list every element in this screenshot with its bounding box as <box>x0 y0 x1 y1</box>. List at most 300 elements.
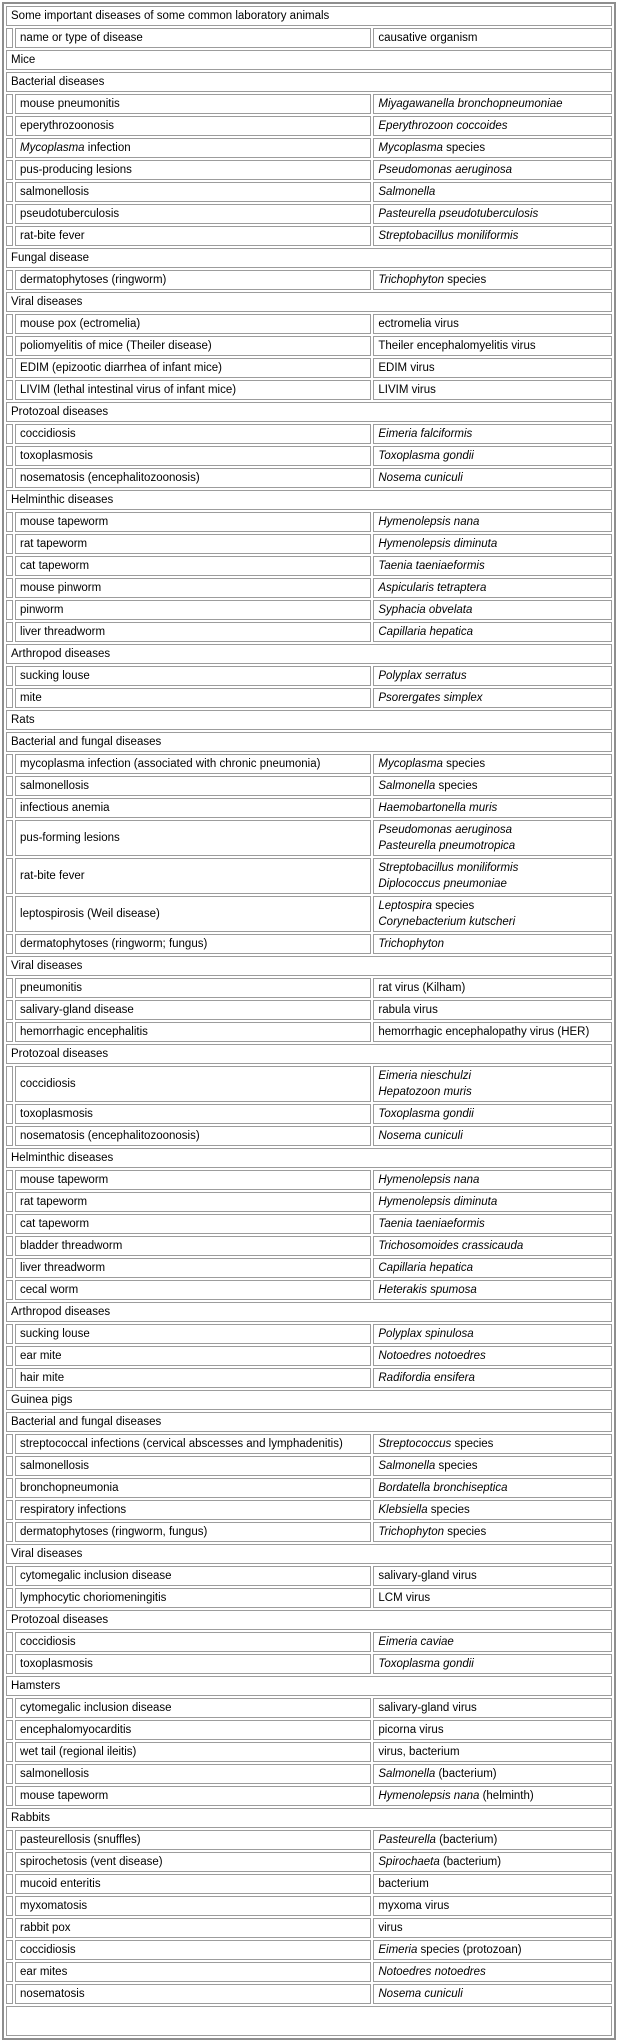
disease-row <box>6 1236 612 1256</box>
causative-organism-cell <box>373 1434 612 1454</box>
disease-name-cell: toxoplasmosis <box>15 1104 371 1124</box>
section-label: Hamsters <box>6 1676 612 1696</box>
disease-row <box>6 754 612 774</box>
indent-cell <box>6 1654 13 1674</box>
organism-line: Salmonella (bacterium) <box>378 1768 497 1780</box>
causative-organism-cell <box>373 94 612 114</box>
indent-cell <box>6 1786 13 1806</box>
disease-name-cell: cytomegalic inclusion disease <box>15 1566 371 1586</box>
organism-line: Heterakis spumosa <box>378 1284 477 1296</box>
disease-row <box>6 1258 612 1278</box>
organism-line: Bordatella bronchiseptica <box>378 1482 508 1494</box>
indent-cell <box>6 666 13 686</box>
disease-name-cell: infectious anemia <box>15 798 371 818</box>
section-label: Bacterial diseases <box>6 72 612 92</box>
disease-name-cell: liver threadworm <box>15 1258 371 1278</box>
causative-organism-cell <box>373 226 612 246</box>
disease-name-cell: mouse pneumonitis <box>15 94 371 114</box>
indent-cell <box>6 424 13 444</box>
organism-line: Salmonella species <box>378 1460 478 1472</box>
organism-line: Pseudomonas aeruginosa <box>378 164 512 176</box>
section-row <box>6 248 612 268</box>
section-label: Protozoal diseases <box>6 1044 612 1064</box>
indent-cell <box>6 1742 13 1762</box>
disease-name-cell: lymphocytic choriomeningitis <box>15 1588 371 1608</box>
disease-row <box>6 1022 612 1042</box>
causative-organism-cell <box>373 182 612 202</box>
disease-name-cell: cat tapeworm <box>15 556 371 576</box>
organism-line: Nosema cuniculi <box>378 472 463 484</box>
spacer-cell <box>6 2006 612 2036</box>
organism-line: Pasteurella (bacterium) <box>378 1834 498 1846</box>
disease-row <box>6 1962 612 1982</box>
organism-line: Pasteurella pseudotuberculosis <box>378 208 539 220</box>
disease-name-cell: hair mite <box>15 1368 371 1388</box>
disease-row <box>6 688 612 708</box>
causative-organism-cell <box>373 336 612 356</box>
disease-row <box>6 858 612 894</box>
disease-name-cell: mouse tapeworm <box>15 512 371 532</box>
indent-cell <box>6 1214 13 1234</box>
indent-cell <box>6 1918 13 1938</box>
indent-cell <box>6 1478 13 1498</box>
organism-line: Eimeria species (protozoan) <box>378 1944 522 1956</box>
organism-line: Polyplax serratus <box>378 670 467 682</box>
organism-line: LIVIM virus <box>378 384 436 396</box>
indent-cell <box>6 776 13 796</box>
disease-row <box>6 1940 612 1960</box>
indent-cell <box>6 204 13 224</box>
indent-cell <box>6 1434 13 1454</box>
disease-row <box>6 1192 612 1212</box>
causative-organism-cell <box>373 1698 612 1718</box>
disease-row <box>6 1632 612 1652</box>
section-row <box>6 1544 612 1564</box>
disease-row <box>6 534 612 554</box>
causative-organism-cell <box>373 138 612 158</box>
causative-organism-cell <box>373 1104 612 1124</box>
causative-organism-cell <box>373 160 612 180</box>
causative-organism-cell <box>373 534 612 554</box>
disease-row <box>6 1698 612 1718</box>
indent-cell <box>6 1192 13 1212</box>
disease-row <box>6 138 612 158</box>
disease-name-cell: salmonellosis <box>15 182 371 202</box>
indent-cell <box>6 1874 13 1894</box>
causative-organism-cell <box>373 1896 612 1916</box>
disease-row <box>6 1066 612 1102</box>
disease-name-cell: bladder threadworm <box>15 1236 371 1256</box>
section-row <box>6 644 612 664</box>
causative-organism-cell <box>373 578 612 598</box>
indent-cell <box>6 600 13 620</box>
organism-line: bacterium <box>378 1878 429 1890</box>
organism-line: EDIM virus <box>378 362 435 374</box>
organism-line: Toxoplasma gondii <box>378 450 474 462</box>
section-row <box>6 72 612 92</box>
organism-line: Hymenolepsis diminuta <box>378 538 498 550</box>
disease-row <box>6 226 612 246</box>
disease-row <box>6 1126 612 1146</box>
causative-organism-cell <box>373 1214 612 1234</box>
causative-organism-cell <box>373 1566 612 1586</box>
organism-line: Notoedres notoedres <box>378 1966 486 1978</box>
indent-cell <box>6 1258 13 1278</box>
indent-cell <box>6 1368 13 1388</box>
disease-name-cell: pinworm <box>15 600 371 620</box>
section-label: Arthropod diseases <box>6 644 612 664</box>
causative-organism-cell <box>373 1126 612 1146</box>
causative-organism-cell <box>373 1962 612 1982</box>
indent-cell <box>6 1896 13 1916</box>
organism-line: Leptospira species <box>378 900 475 912</box>
disease-row <box>6 556 612 576</box>
indent-cell <box>6 160 13 180</box>
section-row <box>6 1148 612 1168</box>
organism-line: Eimeria caviae <box>378 1636 454 1648</box>
organism-line: Toxoplasma gondii <box>378 1658 474 1670</box>
organism-line: Aspicularis tetraptera <box>378 582 487 594</box>
column-header-disease: name or type of disease <box>15 28 371 48</box>
disease-name-cell: LIVIM (lethal intestinal virus of infant mice) <box>15 380 371 400</box>
indent-cell <box>6 1852 13 1872</box>
organism-line: Salmonella <box>378 186 436 198</box>
section-row <box>6 1610 612 1630</box>
organism-line: Pasteurella pneumotropica <box>378 840 516 852</box>
disease-name-cell: dermatophytoses (ringworm, fungus) <box>15 1522 371 1542</box>
organism-line: myxoma virus <box>378 1900 450 1912</box>
disease-row <box>6 1368 612 1388</box>
disease-name-cell: mouse tapeworm <box>15 1170 371 1190</box>
disease-row <box>6 934 612 954</box>
disease-row <box>6 578 612 598</box>
causative-organism-cell <box>373 622 612 642</box>
disease-row <box>6 622 612 642</box>
indent-cell <box>6 358 13 378</box>
disease-name-cell: pseudotuberculosis <box>15 204 371 224</box>
indent-cell <box>6 1588 13 1608</box>
disease-name-cell: mite <box>15 688 371 708</box>
disease-row <box>6 1984 612 2004</box>
disease-name-cell: bronchopneumonia <box>15 1478 371 1498</box>
causative-organism-cell <box>373 1346 612 1366</box>
disease-name-cell: dermatophytoses (ringworm) <box>15 270 371 290</box>
causative-organism-cell <box>373 1830 612 1850</box>
section-label: Helminthic diseases <box>6 490 612 510</box>
indent-cell <box>6 1962 13 1982</box>
disease-name-cell: cecal worm <box>15 1280 371 1300</box>
indent-cell <box>6 468 13 488</box>
disease-name-cell: coccidiosis <box>15 1066 371 1102</box>
indent-cell <box>6 1830 13 1850</box>
indent-cell <box>6 1522 13 1542</box>
causative-organism-cell <box>373 1368 612 1388</box>
causative-organism-cell <box>373 1918 612 1938</box>
indent-cell <box>6 688 13 708</box>
disease-row <box>6 776 612 796</box>
section-row <box>6 1676 612 1696</box>
column-header-row <box>6 28 612 48</box>
disease-row <box>6 468 612 488</box>
indent-cell <box>6 1324 13 1344</box>
indent-cell <box>6 754 13 774</box>
section-row <box>6 292 612 312</box>
section-row <box>6 50 612 70</box>
causative-organism-cell <box>373 512 612 532</box>
disease-row <box>6 1324 612 1344</box>
causative-organism-cell <box>373 1500 612 1520</box>
spacer-row <box>6 2006 612 2036</box>
organism-line: Streptobacillus moniliformis <box>378 230 519 242</box>
organism-line: Salmonella species <box>378 780 478 792</box>
disease-name-cell: pasteurellosis (snuffles) <box>15 1830 371 1850</box>
organism-line: Trichophyton species <box>378 274 487 286</box>
indent-cell <box>6 512 13 532</box>
disease-row <box>6 1478 612 1498</box>
organism-line: Haemobartonella muris <box>378 802 498 814</box>
section-label: Viral diseases <box>6 1544 612 1564</box>
organism-line: Pseudomonas aeruginosa <box>378 824 512 836</box>
organism-line: Syphacia obvelata <box>378 604 473 616</box>
indent-cell <box>6 896 13 932</box>
organism-line: salivary-gland virus <box>378 1702 477 1714</box>
organism-line: picorna virus <box>378 1724 444 1736</box>
disease-name-cell: mucoid enteritis <box>15 1874 371 1894</box>
causative-organism-cell <box>373 776 612 796</box>
organism-line: salivary-gland virus <box>378 1570 477 1582</box>
disease-row <box>6 1000 612 1020</box>
organism-line: Hymenolepsis nana (helminth) <box>378 1790 534 1802</box>
indent-cell <box>6 1940 13 1960</box>
indent-cell <box>6 226 13 246</box>
causative-organism-cell <box>373 1324 612 1344</box>
disease-name-cell: toxoplasmosis <box>15 1654 371 1674</box>
causative-organism-cell <box>373 1984 612 2004</box>
disease-row <box>6 1852 612 1872</box>
disease-row <box>6 1588 612 1608</box>
causative-organism-cell <box>373 446 612 466</box>
disease-name-cell: encephalomyocarditis <box>15 1720 371 1740</box>
indent-cell <box>6 1170 13 1190</box>
disease-row <box>6 424 612 444</box>
indent-cell <box>6 858 13 894</box>
disease-row <box>6 666 612 686</box>
organism-line: Hepatozoon muris <box>378 1086 472 1098</box>
organism-line: Mycoplasma species <box>378 758 486 770</box>
indent-cell <box>6 1456 13 1476</box>
disease-name-cell: eperythrozoonosis <box>15 116 371 136</box>
causative-organism-cell <box>373 754 612 774</box>
organism-line: Capillaria hepatica <box>378 1262 473 1274</box>
causative-organism-cell <box>373 556 612 576</box>
disease-row <box>6 94 612 114</box>
indent-cell <box>6 1066 13 1102</box>
disease-name-cell: poliomyelitis of mice (Theiler disease) <box>15 336 371 356</box>
organism-line: ectromelia virus <box>378 318 459 330</box>
disease-name-cell: streptococcal infections (cervical abscesses and lymphadenitis) <box>15 1434 371 1454</box>
organism-line: Taenia taeniaeformis <box>378 1218 485 1230</box>
organism-line: Corynebacterium kutscheri <box>378 916 516 928</box>
disease-name-cell: sucking louse <box>15 1324 371 1344</box>
causative-organism-cell <box>373 934 612 954</box>
indent-cell <box>6 1346 13 1366</box>
section-label: Bacterial and fungal diseases <box>6 732 612 752</box>
causative-organism-cell <box>373 1588 612 1608</box>
causative-organism-cell <box>373 600 612 620</box>
indent-cell <box>6 1984 13 2004</box>
organism-line: Streptobacillus moniliformis <box>378 862 519 874</box>
section-label: Protozoal diseases <box>6 1610 612 1630</box>
causative-organism-cell <box>373 978 612 998</box>
disease-name-cell: myxomatosis <box>15 1896 371 1916</box>
indent-cell <box>6 380 13 400</box>
disease-name-cell: rat-bite fever <box>15 858 371 894</box>
disease-row <box>6 1214 612 1234</box>
causative-organism-cell <box>373 1654 612 1674</box>
causative-organism-cell <box>373 820 612 856</box>
organism-line: rat virus (Kilham) <box>378 982 466 994</box>
indent-cell <box>6 446 13 466</box>
causative-organism-cell <box>373 1786 612 1806</box>
organism-line: Klebsiella species <box>378 1504 470 1516</box>
disease-name-cell: coccidiosis <box>15 1940 371 1960</box>
section-label: Guinea pigs <box>6 1390 612 1410</box>
disease-name-cell: salmonellosis <box>15 1764 371 1784</box>
indent-cell <box>6 1280 13 1300</box>
causative-organism-cell <box>373 1236 612 1256</box>
causative-organism-cell <box>373 1066 612 1102</box>
organism-line: Theiler encephalomyelitis virus <box>378 340 536 352</box>
disease-name-cell: Mycoplasma infection <box>15 138 371 158</box>
disease-row <box>6 1500 612 1520</box>
organism-line: Psorergates simplex <box>378 692 483 704</box>
disease-row <box>6 1896 612 1916</box>
indent-cell <box>6 798 13 818</box>
organism-line: Taenia taeniaeformis <box>378 560 485 572</box>
indent-cell <box>6 1126 13 1146</box>
causative-organism-cell <box>373 424 612 444</box>
indent-cell <box>6 182 13 202</box>
disease-row <box>6 1434 612 1454</box>
indent-cell <box>6 534 13 554</box>
section-label: Protozoal diseases <box>6 402 612 422</box>
section-label: Bacterial and fungal diseases <box>6 1412 612 1432</box>
organism-line: Radifordia ensifera <box>378 1372 475 1384</box>
organism-line: Trichophyton species <box>378 1526 487 1538</box>
organism-line: Notoedres notoedres <box>378 1350 486 1362</box>
disease-row <box>6 1918 612 1938</box>
indent-cell <box>6 270 13 290</box>
section-label: Rabbits <box>6 1808 612 1828</box>
section-label: Fungal disease <box>6 248 612 268</box>
causative-organism-cell <box>373 1478 612 1498</box>
organism-line: Capillaria hepatica <box>378 626 473 638</box>
disease-row <box>6 1874 612 1894</box>
organism-line: Streptococcus species <box>378 1438 494 1450</box>
section-row <box>6 1390 612 1410</box>
disease-name-cell: respiratory infections <box>15 1500 371 1520</box>
indent-cell <box>6 1566 13 1586</box>
causative-organism-cell <box>373 116 612 136</box>
indent-cell <box>6 1022 13 1042</box>
causative-organism-cell <box>373 666 612 686</box>
organism-line: Nosema cuniculi <box>378 1130 463 1142</box>
disease-row <box>6 600 612 620</box>
indent-cell <box>6 1632 13 1652</box>
disease-name-cell: spirochetosis (vent disease) <box>15 1852 371 1872</box>
section-label: Viral diseases <box>6 292 612 312</box>
causative-organism-cell <box>373 1742 612 1762</box>
disease-name-cell: coccidiosis <box>15 1632 371 1652</box>
disease-name-cell: nosematosis (encephalitozoonosis) <box>15 1126 371 1146</box>
disease-row <box>6 380 612 400</box>
organism-line: Eimeria nieschulzi <box>378 1070 472 1082</box>
indent-cell <box>6 314 13 334</box>
section-row <box>6 1412 612 1432</box>
indent-cell <box>6 1698 13 1718</box>
disease-name-cell: salmonellosis <box>15 1456 371 1476</box>
organism-line: Eimeria falciformis <box>378 428 473 440</box>
disease-name-cell: mouse pinworm <box>15 578 371 598</box>
disease-row <box>6 1170 612 1190</box>
causative-organism-cell <box>373 798 612 818</box>
diseases-table <box>2 2 616 2040</box>
disease-row <box>6 182 612 202</box>
disease-name-cell: rat tapeworm <box>15 534 371 554</box>
indent-cell <box>6 1500 13 1520</box>
disease-name-cell: liver threadworm <box>15 622 371 642</box>
title-row <box>6 6 612 26</box>
organism-line: Spirochaeta (bacterium) <box>378 1856 502 1868</box>
disease-name-cell: pus-producing lesions <box>15 160 371 180</box>
causative-organism-cell <box>373 358 612 378</box>
disease-row <box>6 314 612 334</box>
organism-line: Toxoplasma gondii <box>378 1108 474 1120</box>
causative-organism-cell <box>373 1720 612 1740</box>
organism-line: Eperythrozoon coccoides <box>378 120 508 132</box>
disease-name-cell: cat tapeworm <box>15 1214 371 1234</box>
organism-line: Trichosomoides crassicauda <box>378 1240 524 1252</box>
disease-name-cell: rat-bite fever <box>15 226 371 246</box>
causative-organism-cell <box>373 1192 612 1212</box>
indent-cell <box>6 978 13 998</box>
causative-organism-cell <box>373 1852 612 1872</box>
disease-row <box>6 1764 612 1784</box>
indent-cell <box>6 1720 13 1740</box>
disease-row <box>6 896 612 932</box>
organism-line: hemorrhagic encephalopathy virus (HER) <box>378 1026 590 1038</box>
disease-name-cell: hemorrhagic encephalitis <box>15 1022 371 1042</box>
section-label: Rats <box>6 710 612 730</box>
disease-row <box>6 978 612 998</box>
causative-organism-cell <box>373 688 612 708</box>
section-row <box>6 1808 612 1828</box>
disease-row <box>6 512 612 532</box>
indent-cell <box>6 116 13 136</box>
indent-cell <box>6 934 13 954</box>
causative-organism-cell <box>373 1632 612 1652</box>
causative-organism-cell <box>373 1522 612 1542</box>
indent-cell <box>6 1000 13 1020</box>
disease-row <box>6 116 612 136</box>
disease-row <box>6 1742 612 1762</box>
disease-row <box>6 820 612 856</box>
section-label: Helminthic diseases <box>6 1148 612 1168</box>
organism-line: Polyplax spinulosa <box>378 1328 474 1340</box>
organism-line: Hymenolepsis nana <box>378 516 480 528</box>
disease-row <box>6 1786 612 1806</box>
causative-organism-cell <box>373 1258 612 1278</box>
